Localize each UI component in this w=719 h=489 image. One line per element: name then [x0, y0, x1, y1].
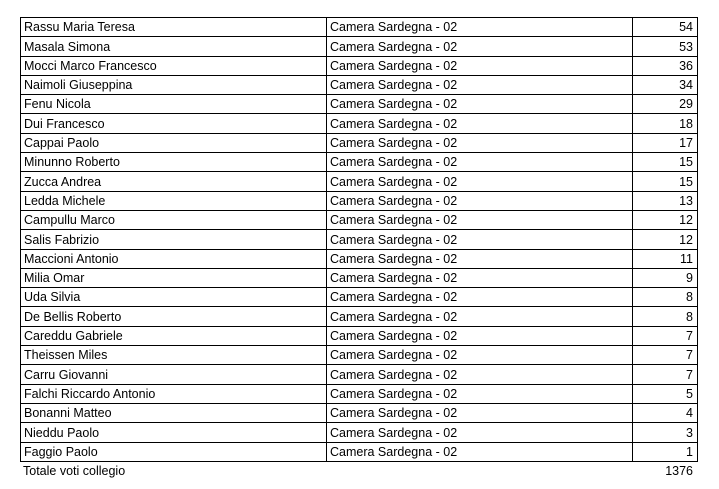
- collegio-cell: Camera Sardegna - 02: [327, 153, 633, 172]
- collegio-cell: Camera Sardegna - 02: [327, 403, 633, 422]
- candidate-name-cell: Uda Silvia: [21, 288, 327, 307]
- votes-table: [20, 17, 698, 462]
- collegio-cell: Camera Sardegna - 02: [327, 75, 633, 94]
- collegio-cell: Camera Sardegna - 02: [327, 230, 633, 249]
- votes-cell: 15: [633, 153, 698, 172]
- table-row: [21, 172, 698, 191]
- candidate-name-cell: Campullu Marco: [21, 210, 327, 229]
- table-row: [21, 346, 698, 365]
- votes-cell: 53: [633, 37, 698, 56]
- table-row: [21, 18, 698, 37]
- table-row: [21, 133, 698, 152]
- collegio-cell: Camera Sardegna - 02: [327, 268, 633, 287]
- votes-cell: 7: [633, 365, 698, 384]
- table-row: [21, 210, 698, 229]
- votes-cell: 13: [633, 191, 698, 210]
- table-row: [21, 384, 698, 403]
- candidate-name-cell: Naimoli Giuseppina: [21, 75, 327, 94]
- votes-cell: 5: [633, 384, 698, 403]
- table-row: [21, 75, 698, 94]
- collegio-cell: Camera Sardegna - 02: [327, 95, 633, 114]
- collegio-cell: Camera Sardegna - 02: [327, 18, 633, 37]
- table-row: [21, 37, 698, 56]
- votes-cell: 17: [633, 133, 698, 152]
- table-row: [21, 288, 698, 307]
- votes-cell: 36: [633, 56, 698, 75]
- candidate-name-cell: Masala Simona: [21, 37, 327, 56]
- candidate-name-cell: Carru Giovanni: [21, 365, 327, 384]
- table-row: [21, 191, 698, 210]
- table-row: [21, 442, 698, 461]
- table-row: [21, 249, 698, 268]
- candidate-name-cell: Careddu Gabriele: [21, 326, 327, 345]
- collegio-cell: Camera Sardegna - 02: [327, 172, 633, 191]
- collegio-cell: Camera Sardegna - 02: [327, 191, 633, 210]
- table-row: [21, 95, 698, 114]
- candidate-name-cell: Milia Omar: [21, 268, 327, 287]
- collegio-cell: Camera Sardegna - 02: [327, 326, 633, 345]
- table-row: [21, 230, 698, 249]
- table-row: [21, 403, 698, 422]
- collegio-cell: Camera Sardegna - 02: [327, 307, 633, 326]
- collegio-cell: Camera Sardegna - 02: [327, 423, 633, 442]
- votes-cell: 29: [633, 95, 698, 114]
- candidate-name-cell: Rassu Maria Teresa: [21, 18, 327, 37]
- table-row: [21, 268, 698, 287]
- votes-cell: 8: [633, 307, 698, 326]
- collegio-cell: Camera Sardegna - 02: [327, 442, 633, 461]
- table-row: [21, 307, 698, 326]
- candidate-name-cell: Bonanni Matteo: [21, 403, 327, 422]
- votes-cell: 34: [633, 75, 698, 94]
- collegio-cell: Camera Sardegna - 02: [327, 346, 633, 365]
- table-row: [21, 153, 698, 172]
- votes-cell: 12: [633, 230, 698, 249]
- table-row: [21, 114, 698, 133]
- total-label: Totale voti collegio: [23, 463, 126, 478]
- votes-cell: 3: [633, 423, 698, 442]
- candidate-name-cell: Maccioni Antonio: [21, 249, 327, 268]
- candidate-name-cell: Falchi Riccardo Antonio: [21, 384, 327, 403]
- candidate-name-cell: Minunno Roberto: [21, 153, 327, 172]
- votes-sheet: [20, 17, 698, 480]
- votes-table-body: [21, 18, 698, 462]
- votes-cell: 12: [633, 210, 698, 229]
- votes-cell: 8: [633, 288, 698, 307]
- votes-cell: 18: [633, 114, 698, 133]
- votes-cell: 4: [633, 403, 698, 422]
- collegio-cell: Camera Sardegna - 02: [327, 384, 633, 403]
- total-row: [20, 462, 697, 480]
- table-row: [21, 56, 698, 75]
- votes-cell: 7: [633, 326, 698, 345]
- collegio-cell: Camera Sardegna - 02: [327, 288, 633, 307]
- table-row: [21, 423, 698, 442]
- collegio-cell: Camera Sardegna - 02: [327, 210, 633, 229]
- candidate-name-cell: Cappai Paolo: [21, 133, 327, 152]
- votes-cell: 9: [633, 268, 698, 287]
- votes-cell: 15: [633, 172, 698, 191]
- candidate-name-cell: Ledda Michele: [21, 191, 327, 210]
- collegio-cell: Camera Sardegna - 02: [327, 249, 633, 268]
- candidate-name-cell: Dui Francesco: [21, 114, 327, 133]
- votes-cell: 54: [633, 18, 698, 37]
- candidate-name-cell: Theissen Miles: [21, 346, 327, 365]
- candidate-name-cell: Faggio Paolo: [21, 442, 327, 461]
- total-value: 1376: [665, 463, 693, 478]
- candidate-name-cell: Nieddu Paolo: [21, 423, 327, 442]
- collegio-cell: Camera Sardegna - 02: [327, 37, 633, 56]
- table-row: [21, 365, 698, 384]
- collegio-cell: Camera Sardegna - 02: [327, 133, 633, 152]
- table-row: [21, 326, 698, 345]
- candidate-name-cell: Salis Fabrizio: [21, 230, 327, 249]
- candidate-name-cell: Fenu Nicola: [21, 95, 327, 114]
- candidate-name-cell: De Bellis Roberto: [21, 307, 327, 326]
- votes-cell: 1: [633, 442, 698, 461]
- votes-cell: 11: [633, 249, 698, 268]
- candidate-name-cell: Zucca Andrea: [21, 172, 327, 191]
- collegio-cell: Camera Sardegna - 02: [327, 365, 633, 384]
- collegio-cell: Camera Sardegna - 02: [327, 56, 633, 75]
- collegio-cell: Camera Sardegna - 02: [327, 114, 633, 133]
- candidate-name-cell: Mocci Marco Francesco: [21, 56, 327, 75]
- votes-cell: 7: [633, 346, 698, 365]
